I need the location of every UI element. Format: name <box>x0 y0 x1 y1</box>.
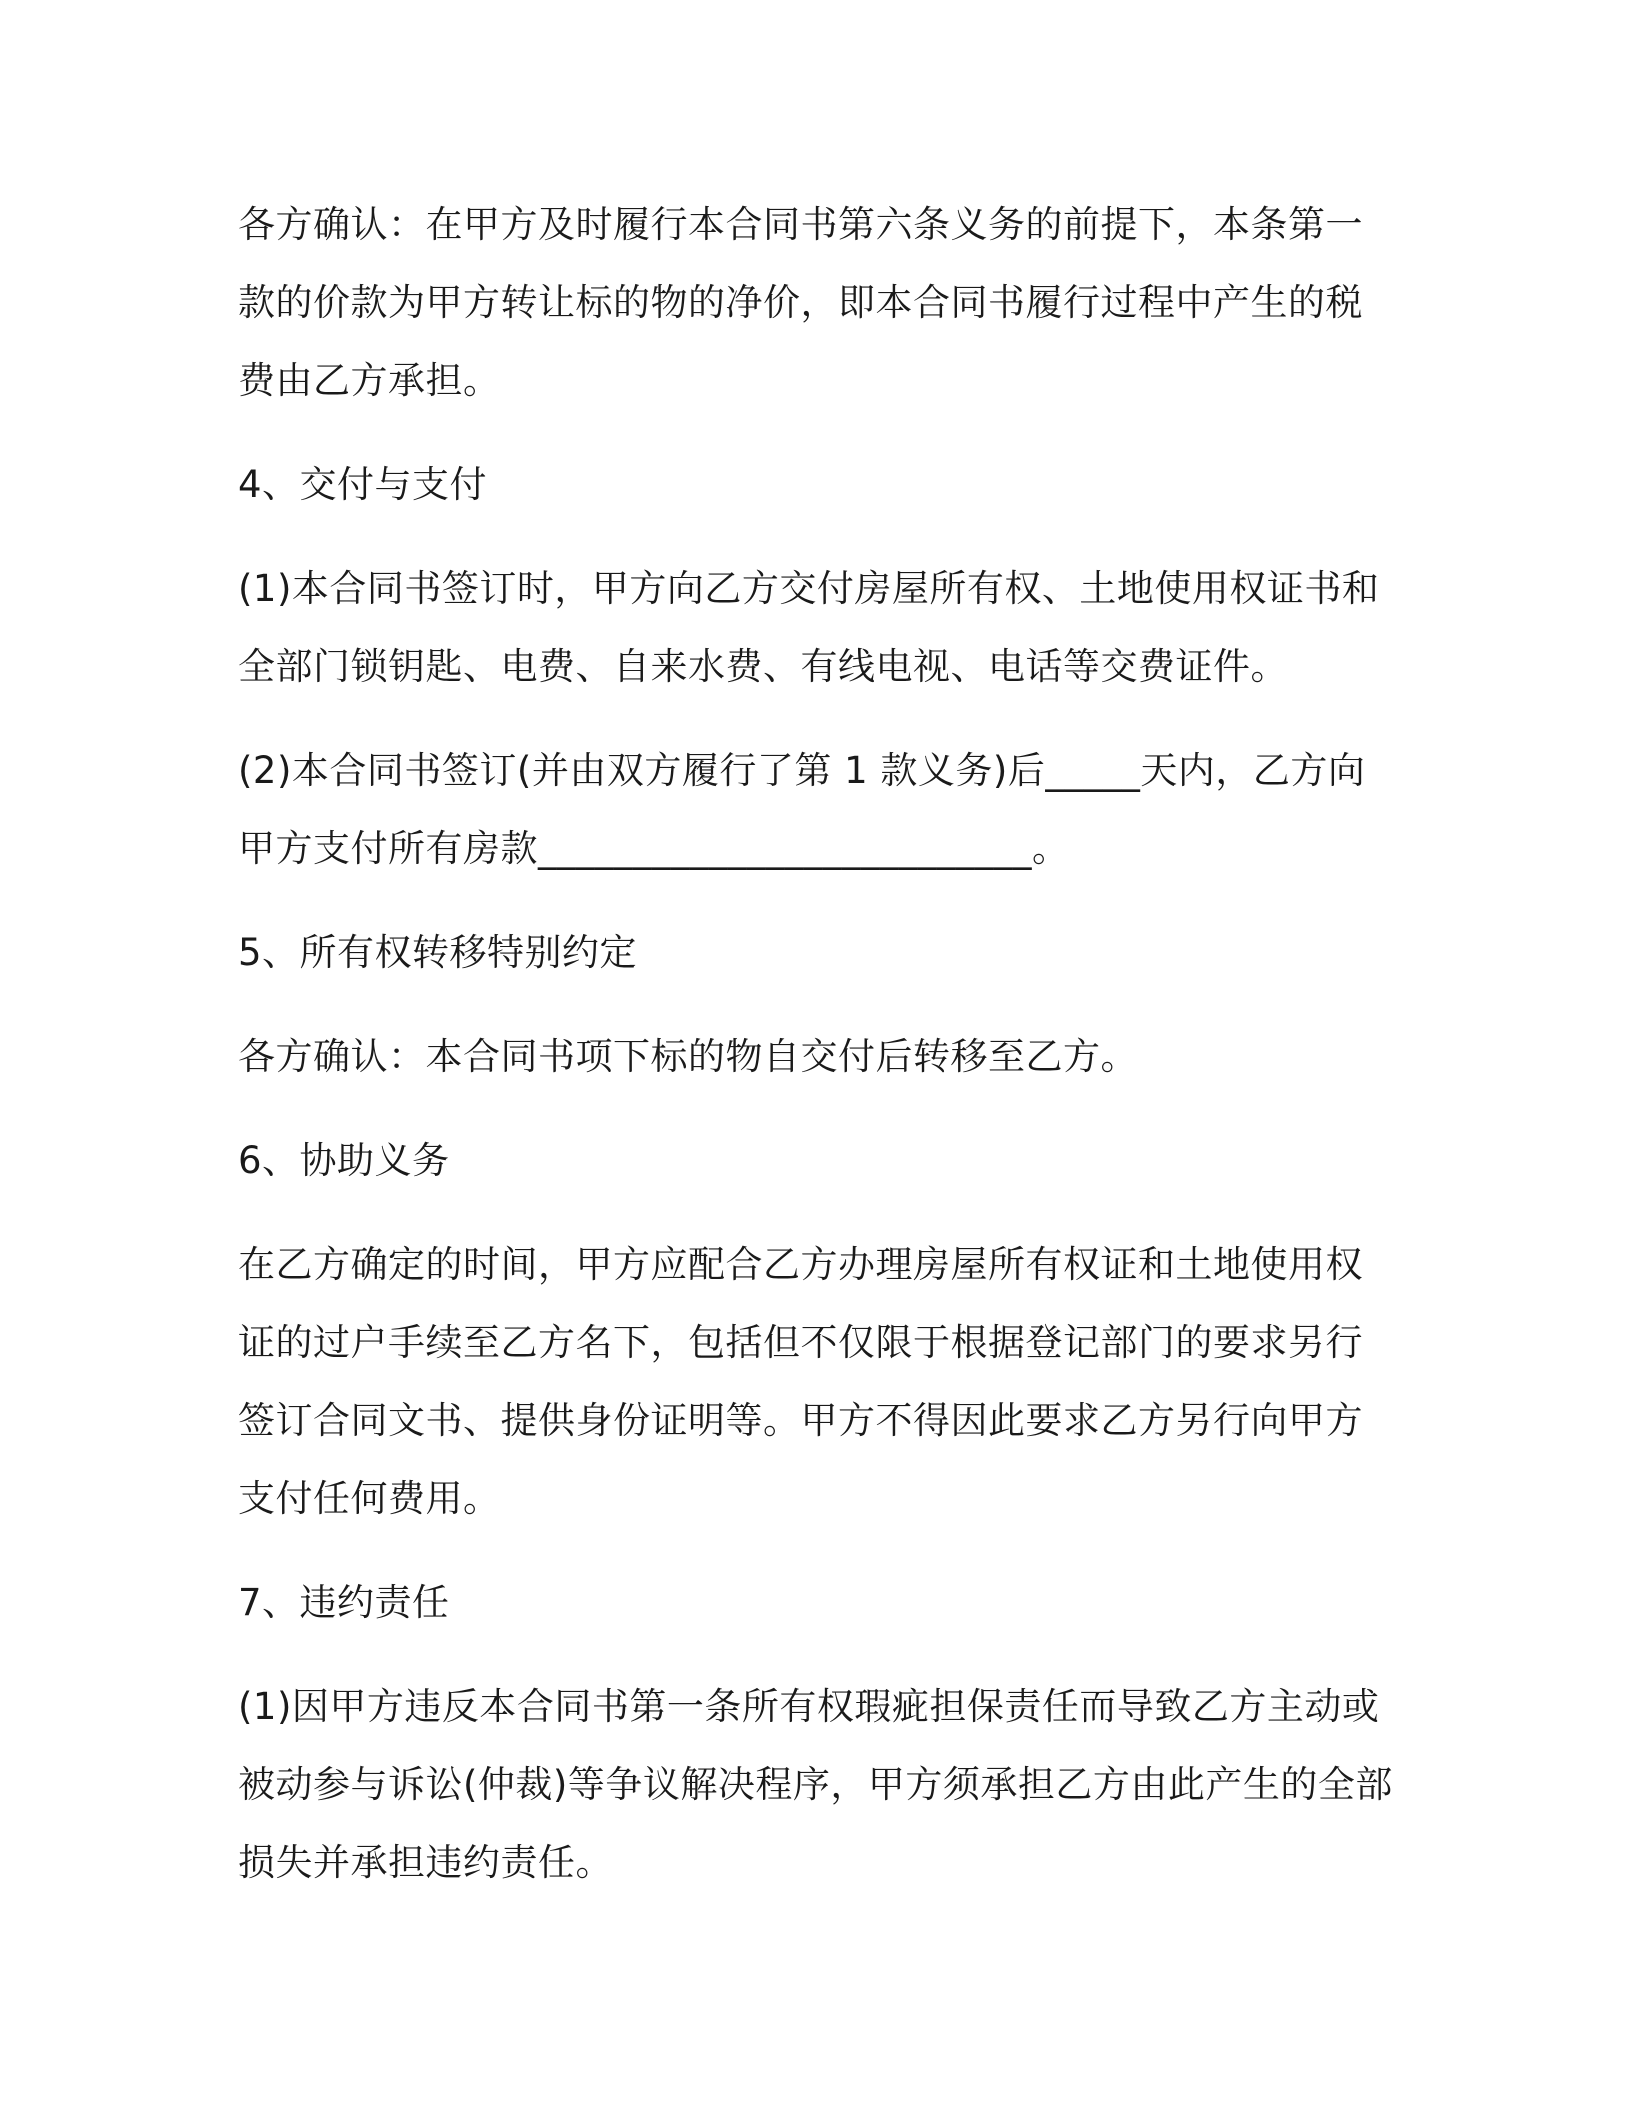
paragraph-delivery-clause-1: (1)本合同书签订时，甲方向乙方交付房屋所有权、土地使用权证书和全部门锁钥匙、电费、自来水费、有线电视、电话等交费证件。 <box>238 567 1380 688</box>
paragraph-price-confirmation: 各方确认：在甲方及时履行本合同书第六条义务的前提下，本条第一款的价款为甲方转让标的物的净价，即本合同书履行过程中产生的税费由乙方承担。 <box>238 203 1363 402</box>
document-body <box>238 186 1398 1928</box>
section-heading-breach-liability: 7、违约责任 <box>238 1581 450 1624</box>
section-heading-delivery-payment: 4、交付与支付 <box>238 463 488 506</box>
section-heading-ownership-transfer: 5、所有权转移特别约定 <box>238 931 638 974</box>
paragraph-ownership-confirmation: 各方确认：本合同书项下标的物自交付后转移至乙方。 <box>238 1035 1138 1078</box>
section-heading-assistance-obligation: 6、协助义务 <box>238 1139 450 1182</box>
paragraph-payment-clause-2: (2)本合同书签订(并由双方履行了第 1 款义务)后_____天内，乙方向甲方支付所有房款__________________________。 <box>238 749 1366 870</box>
paragraph-assistance-obligation: 在乙方确定的时间，甲方应配合乙方办理房屋所有权证和土地使用权证的过户手续至乙方名下，包括但不仅限于根据登记部门的要求另行签订合同文书、提供身份证明等。甲方不得因此要求乙方另行向甲方支付任何费用。 <box>238 1243 1363 1520</box>
paragraph-breach-clause-1: (1)因甲方违反本合同书第一条所有权瑕疵担保责任而导致乙方主动或被动参与诉讼(仲裁)等争议解决程序，甲方须承担乙方由此产生的全部损失并承担违约责任。 <box>238 1685 1393 1884</box>
